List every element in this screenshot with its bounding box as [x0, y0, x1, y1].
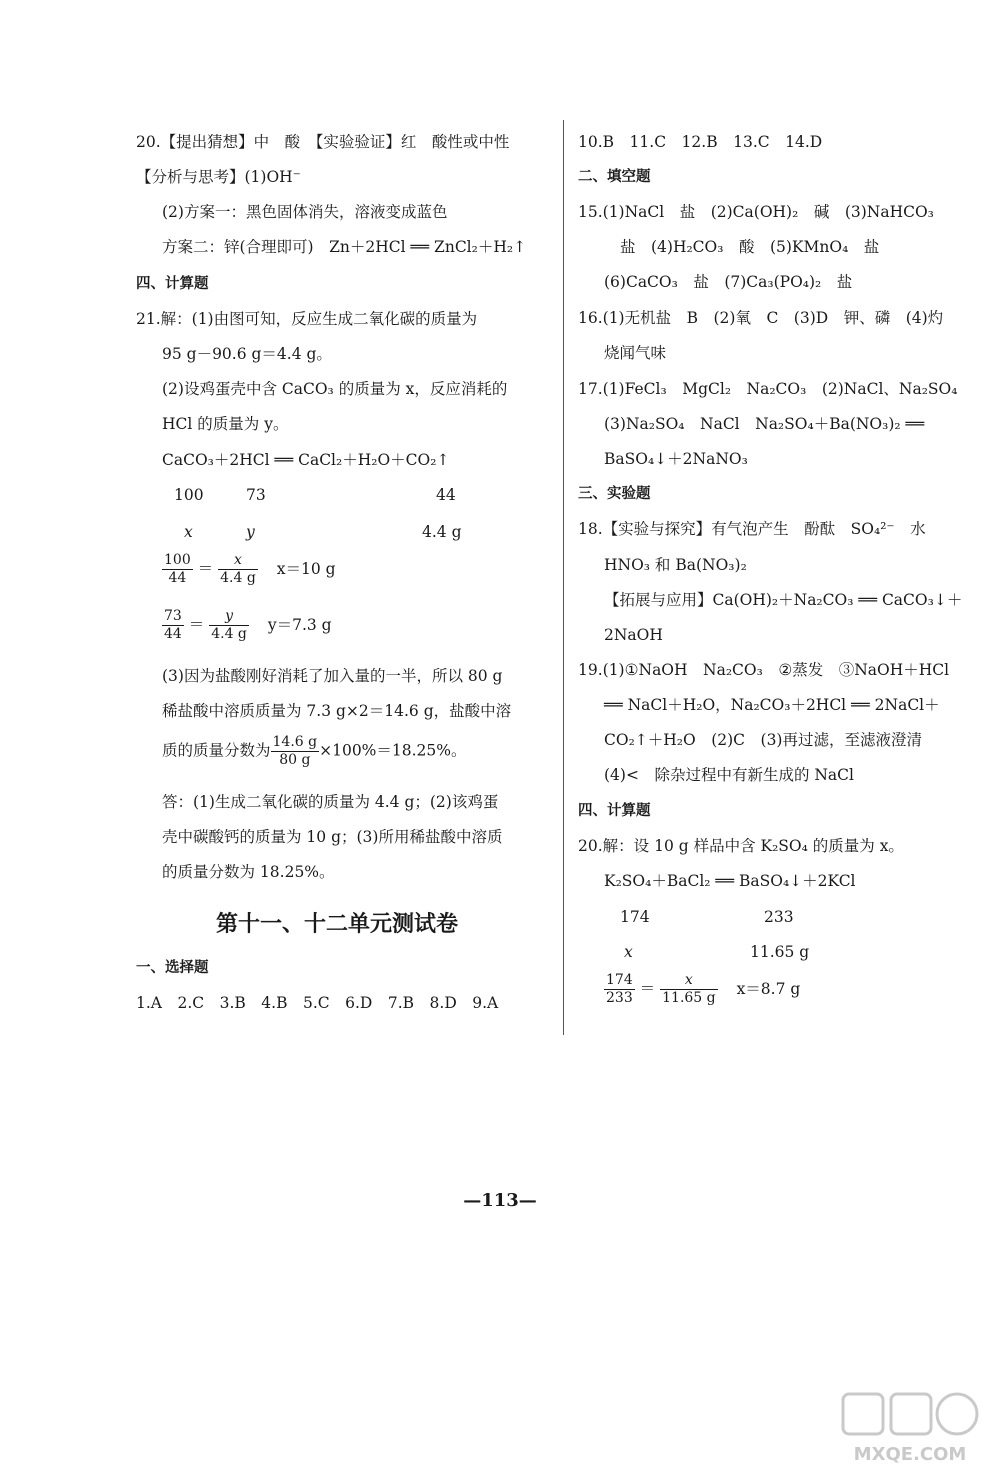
q18-line-2: HNO₃ 和 Ba(NO₃)₂	[604, 556, 747, 574]
q15-line-1: 15.(1)NaCl 盐 (2)Ca(OH)₂ 碱 (3)NaHCO₃	[578, 203, 934, 221]
q15-line-2: 盐 (4)H₂CO₃ 酸 (5)KMnO₄ 盐	[620, 238, 880, 256]
mass-174: 174	[620, 908, 650, 926]
section-heading-fill: 二、填空题	[578, 169, 651, 185]
q19-line-4: (4)< 除杂过程中有新生成的 NaCl	[604, 766, 854, 784]
fraction-den: 44	[164, 626, 182, 642]
mass-100: 100	[174, 486, 204, 504]
watermark-text: MXQE.COM	[853, 1444, 967, 1465]
fraction	[162, 608, 184, 643]
q18-line-4: 2NaOH	[604, 626, 663, 644]
equals: ＝	[197, 559, 214, 578]
unit-title: 第十一、十二单元测试卷	[216, 912, 459, 937]
q20-line-4: 方案二：锌(合理即可) Zn＋2HCl ══ ZnCl₂＋H₂↑	[162, 238, 527, 256]
var-x: x	[184, 523, 193, 541]
q18-line-1: 18.【实验与探究】有气泡产生 酚酞 SO₄²⁻ 水	[578, 520, 926, 538]
q19-line-1: 19.(1)①NaOH Na₂CO₃ ②蒸发 ③NaOH＋HCl	[578, 661, 950, 679]
select-answers: 1.A 2.C 3.B 4.B 5.C 6.D 7.B 8.D 9.A	[136, 994, 499, 1012]
mass-4-4g: 4.4 g	[422, 523, 462, 541]
watermark-logo	[835, 1388, 985, 1468]
q21-equation: CaCO₃＋2HCl ══ CaCl₂＋H₂O＋CO₂↑	[162, 451, 450, 469]
fraction-num: x	[660, 972, 718, 990]
q17-line-2: (3)Na₂SO₄ NaCl Na₂SO₄＋Ba(NO₃)₂ ══	[604, 415, 925, 433]
fraction-num: 73	[164, 608, 182, 624]
fraction-num: 100	[164, 552, 191, 568]
q19-line-3: CO₂↑＋H₂O (2)C (3)再过滤，至滤液澄清	[604, 731, 922, 749]
fraction	[271, 734, 320, 769]
section-heading-calc-right: 四、计算题	[578, 803, 651, 819]
fraction-den: 44	[168, 570, 187, 586]
text: ×100%＝18.25%。	[319, 741, 467, 760]
q21-answer-3: 的质量分数为 18.25%。	[162, 863, 335, 881]
q18-line-3: 【拓展与应用】Ca(OH)₂＋Na₂CO₃ ══ CaCO₃↓＋	[604, 591, 963, 609]
equals: ＝	[639, 979, 656, 998]
proportion-right	[604, 972, 800, 1007]
fraction-num: 174	[606, 972, 633, 988]
fraction-den: 11.65 g	[662, 990, 716, 1006]
result: x＝8.7 g	[736, 979, 801, 998]
equals: ＝	[188, 615, 205, 634]
fraction-den: 233	[606, 990, 633, 1006]
fraction	[162, 552, 193, 587]
q17-line-1: 17.(1)FeCl₃ MgCl₂ Na₂CO₃ (2)NaCl、Na₂SO₄	[578, 380, 958, 398]
page-number: —113—	[463, 1190, 537, 1211]
fraction-den: 80 g	[279, 752, 311, 768]
fraction-den: 4.4 g	[211, 626, 247, 642]
q16-line-2: 烧闻气味	[604, 344, 667, 362]
fraction-num: 14.6 g	[272, 734, 318, 750]
mass-73: 73	[246, 486, 266, 504]
q21-line-7	[162, 734, 467, 769]
section-heading-calc: 四、计算题	[136, 276, 209, 292]
proportion-2	[162, 608, 332, 643]
column-divider	[563, 120, 564, 1035]
fraction	[660, 972, 718, 1007]
q16-line-1: 16.(1)无机盐 B (2)氧 C (3)D 钾、磷 (4)灼	[578, 309, 944, 327]
fraction-num: x	[218, 552, 258, 570]
var-y: y	[246, 523, 255, 541]
mass-233: 233	[764, 908, 794, 926]
q21-answer-1: 答：(1)生成二氧化碳的质量为 4.4 g；(2)该鸡蛋	[162, 793, 499, 811]
fraction-num: y	[209, 608, 249, 626]
var-x-right: x	[624, 943, 633, 961]
q21-line-2: 95 g－90.6 g＝4.4 g。	[162, 345, 332, 363]
text: 质的质量分数为	[162, 741, 271, 760]
mass-11-65g: 11.65 g	[750, 943, 810, 961]
fraction	[604, 972, 635, 1007]
q21-line-5: (3)因为盐酸刚好消耗了加入量的一半，所以 80 g	[162, 667, 503, 685]
fraction	[218, 552, 258, 587]
q15-line-3: (6)CaCO₃ 盐 (7)Ca₃(PO₄)₂ 盐	[604, 273, 853, 291]
fraction-den: 4.4 g	[220, 570, 256, 586]
q20-line-3: (2)方案一：黑色固体消失，溶液变成蓝色	[162, 203, 448, 221]
q20-line-1: 20.【提出猜想】中 酸 【实验验证】红 酸性或中性	[136, 133, 510, 151]
result: y＝7.3 g	[267, 615, 332, 634]
q19-line-2: ══ NaCl＋H₂O，Na₂CO₃＋2HCl ══ 2NaCl＋	[604, 696, 940, 714]
q17-line-3: BaSO₄↓＋2NaNO₃	[604, 450, 748, 468]
q21-line-1: 21.解：(1)由图可知，反应生成二氧化碳的质量为	[136, 310, 478, 328]
section-heading-experiment: 三、实验题	[578, 486, 651, 502]
q20-line-2: 【分析与思考】(1)OH⁻	[136, 168, 301, 186]
q20-calc-equation: K₂SO₄＋BaCl₂ ══ BaSO₄↓＋2KCl	[604, 872, 856, 890]
mass-44: 44	[436, 486, 456, 504]
q21-answer-2: 壳中碳酸钙的质量为 10 g；(3)所用稀盐酸中溶质	[162, 828, 503, 846]
select-answers-cont: 10.B 11.C 12.B 13.C 14.D	[578, 133, 823, 151]
proportion-1	[162, 552, 336, 587]
q20-calc-line-1: 20.解：设 10 g 样品中含 K₂SO₄ 的质量为 x。	[578, 837, 904, 855]
fraction	[209, 608, 249, 643]
q21-line-3: (2)设鸡蛋壳中含 CaCO₃ 的质量为 x，反应消耗的	[162, 380, 508, 398]
q21-line-4: HCl 的质量为 y。	[162, 415, 289, 433]
section-heading-select: 一、选择题	[136, 960, 209, 976]
result: x＝10 g	[276, 559, 336, 578]
q21-line-6: 稀盐酸中溶质质量为 7.3 g×2＝14.6 g，盐酸中溶	[162, 702, 512, 720]
